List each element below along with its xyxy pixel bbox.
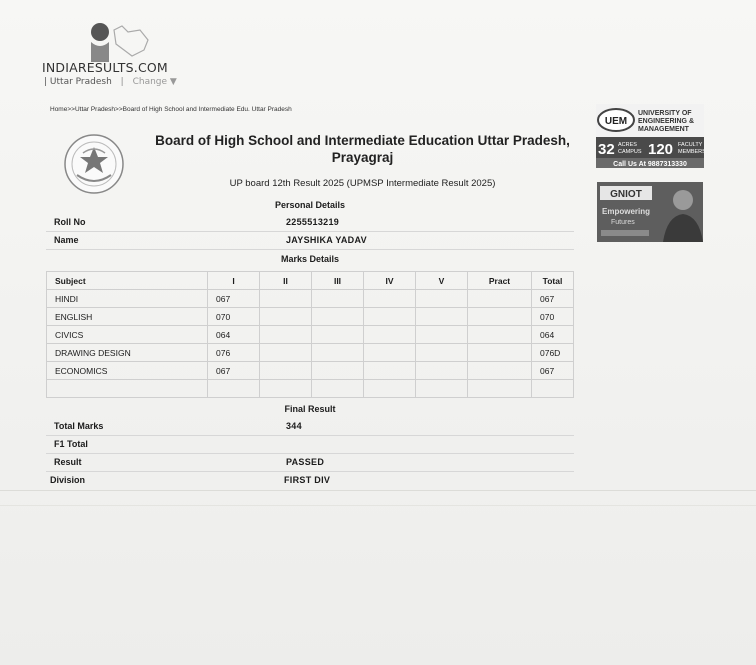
board-title — [140, 132, 585, 166]
table-row — [47, 308, 574, 326]
up-government-emblem-icon — [63, 133, 125, 195]
mark-cell — [416, 362, 468, 380]
mark-cell — [364, 344, 416, 362]
mark-cell — [416, 344, 468, 362]
uem-name-line1: UNIVERSITY OF — [638, 110, 692, 117]
subject-cell: DRAWING DESIGN — [47, 344, 208, 362]
gniot-logo-text: GNIOT — [610, 189, 642, 200]
mark-cell: 067 — [208, 290, 260, 308]
name-row — [46, 232, 574, 250]
uem-logo-text: UEM — [604, 116, 628, 127]
total-marks-row — [46, 418, 574, 436]
uem-name-line2: ENGINEERING & — [638, 118, 695, 125]
result-label: Result — [54, 457, 82, 467]
marks-table — [46, 271, 574, 398]
gniot-tagline2: Futures — [611, 219, 635, 226]
mark-cell — [468, 362, 532, 380]
table-row — [47, 362, 574, 380]
column-header-subject: Subject — [47, 272, 208, 290]
board-title-line1: Board of High School and Intermediate Education Uttar Pradesh, — [155, 133, 570, 148]
total-cell: 064 — [532, 326, 574, 344]
table-row — [47, 326, 574, 344]
subject-cell: ENGLISH — [47, 308, 208, 326]
mark-cell — [364, 362, 416, 380]
mark-cell — [416, 290, 468, 308]
change-state-link[interactable]: Change ▼ — [132, 77, 177, 87]
mark-cell — [312, 326, 364, 344]
subject-cell: ECONOMICS — [47, 362, 208, 380]
total-cell: 070 — [532, 308, 574, 326]
mark-cell — [364, 308, 416, 326]
breadcrumb-board[interactable]: Board of High School and Intermediate Edu. Uttar Pradesh — [122, 106, 292, 113]
column-header-total: Total — [532, 272, 574, 290]
result-row — [46, 454, 574, 472]
division-value: FIRST DIV — [284, 475, 331, 485]
gniot-advertisement[interactable] — [597, 182, 703, 242]
table-row — [47, 380, 574, 398]
mark-cell — [260, 344, 312, 362]
gniot-tagline1: Empowering — [602, 207, 651, 216]
total-marks-label: Total Marks — [54, 421, 104, 431]
uem-campus-number: 32 — [598, 141, 615, 158]
mark-cell — [260, 380, 312, 398]
breadcrumb-state[interactable]: Uttar Pradesh — [74, 106, 116, 113]
mark-cell — [260, 308, 312, 326]
total-cell: 067 — [532, 362, 574, 380]
paper-fold-line — [0, 505, 756, 506]
name-label: Name — [54, 235, 79, 245]
division-row — [46, 472, 574, 489]
mark-cell — [468, 308, 532, 326]
total-cell: 067 — [532, 290, 574, 308]
column-header-iv: IV — [364, 272, 416, 290]
result-value: PASSED — [286, 457, 325, 467]
uem-name-line3: MANAGEMENT — [638, 126, 689, 133]
state-name: Uttar Pradesh — [49, 77, 112, 87]
state-separator: | — [120, 77, 124, 87]
table-row — [47, 290, 574, 308]
mark-cell: 064 — [208, 326, 260, 344]
uem-faculty-number: 120 — [648, 141, 674, 158]
uem-faculty-text2: MEMBERS — [678, 149, 704, 155]
total-cell — [532, 380, 574, 398]
marks-details-heading: Marks Details — [280, 254, 340, 264]
table-row — [47, 344, 574, 362]
mark-cell — [468, 290, 532, 308]
indiaresults-logo-icon[interactable] — [88, 20, 163, 62]
column-header-pract: Pract — [468, 272, 532, 290]
final-result-heading: Final Result — [284, 404, 336, 414]
mark-cell — [416, 326, 468, 344]
mark-cell — [312, 308, 364, 326]
mark-cell — [416, 308, 468, 326]
breadcrumb — [50, 106, 292, 113]
mark-cell — [468, 344, 532, 362]
roll-no-row — [46, 214, 574, 232]
total-cell: 076D — [532, 344, 574, 362]
mark-cell — [364, 380, 416, 398]
mark-cell: 076 — [208, 344, 260, 362]
mark-cell — [364, 290, 416, 308]
roll-no-label: Roll No — [54, 217, 86, 227]
mark-cell — [312, 380, 364, 398]
paper-fold-line — [0, 490, 756, 491]
mark-cell: 067 — [208, 362, 260, 380]
uem-campus-text2: CAMPUS — [618, 149, 642, 155]
personal-details-heading: Personal Details — [274, 200, 346, 210]
division-label: Division — [50, 475, 86, 485]
total-marks-value: 344 — [286, 421, 302, 431]
brand-name[interactable]: INDIARESULTS.COM — [42, 60, 168, 75]
column-header-iii: III — [312, 272, 364, 290]
subject-cell: HINDI — [47, 290, 208, 308]
subject-cell — [47, 380, 208, 398]
mark-cell — [312, 290, 364, 308]
subject-cell: CIVICS — [47, 326, 208, 344]
mark-cell — [260, 362, 312, 380]
marks-header-row — [47, 272, 574, 290]
breadcrumb-home[interactable]: Home — [50, 106, 68, 113]
mark-cell: 070 — [208, 308, 260, 326]
gniot-ad-graphic — [597, 182, 703, 242]
breadcrumb-separator: >> — [67, 106, 75, 113]
mark-cell — [468, 326, 532, 344]
mark-cell — [312, 344, 364, 362]
uem-advertisement[interactable] — [596, 104, 704, 168]
uem-faculty-text1: FACULTY — [678, 142, 703, 148]
breadcrumb-separator: >> — [115, 106, 123, 113]
board-title-line2: Prayagraj — [331, 150, 394, 165]
state-separator: | — [44, 77, 48, 87]
uem-call-text: Call Us At 9887313330 — [613, 161, 687, 168]
mark-cell — [416, 380, 468, 398]
mark-cell — [312, 362, 364, 380]
mark-cell — [208, 380, 260, 398]
column-header-ii: II — [260, 272, 312, 290]
roll-no-value: 2255513219 — [286, 217, 340, 227]
mark-cell — [260, 326, 312, 344]
uem-campus-text1: ACRES — [618, 142, 637, 148]
mark-cell — [260, 290, 312, 308]
column-header-i: I — [208, 272, 260, 290]
f1-total-label: F1 Total — [54, 439, 88, 449]
mark-cell — [364, 326, 416, 344]
mark-cell — [468, 380, 532, 398]
column-header-v: V — [416, 272, 468, 290]
result-subtitle: UP board 12th Result 2025 (UPMSP Intermediate Result 2025) — [229, 178, 496, 189]
f1-total-row — [46, 436, 574, 454]
name-value: JAYSHIKA YADAV — [286, 235, 367, 245]
state-selector — [44, 77, 177, 87]
uem-ad-graphic — [596, 104, 704, 168]
